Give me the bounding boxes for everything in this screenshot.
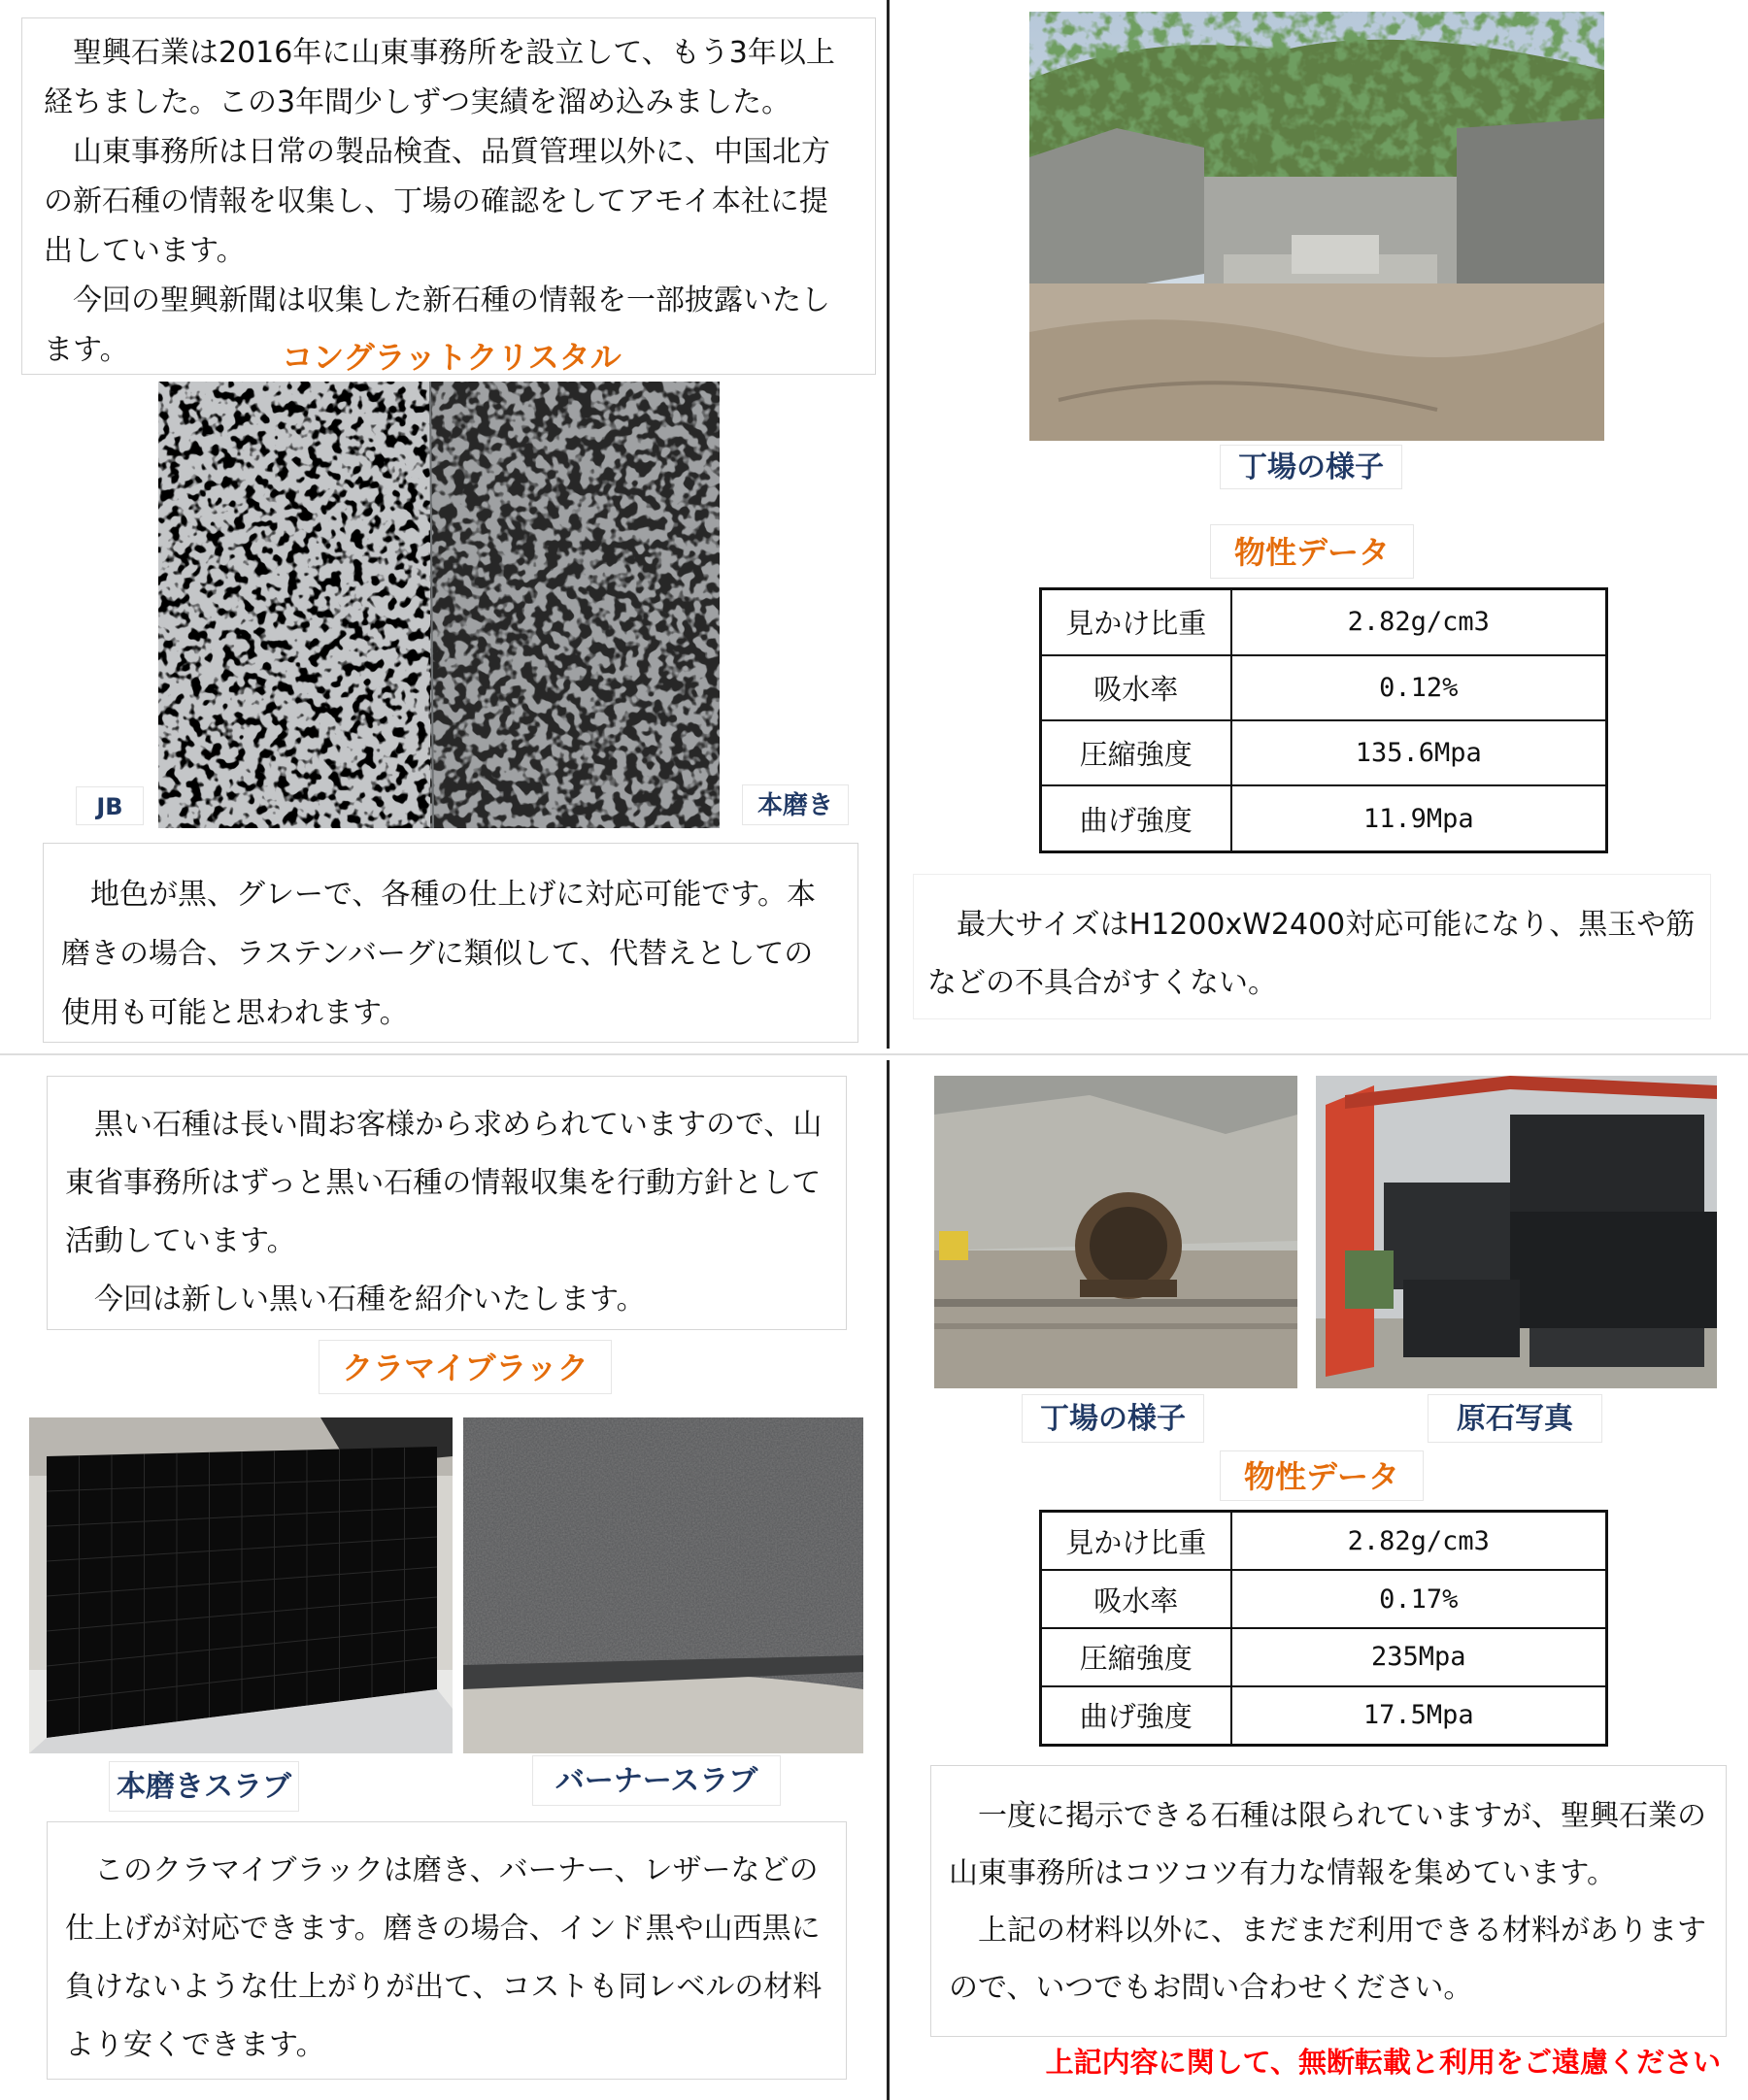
stone1-label-polished: 本磨き: [742, 784, 849, 825]
stone1-granite-photo: [158, 382, 720, 828]
intro-text-box: [21, 17, 876, 375]
stone2-description: このクラマイブラックは磨き、バーナー、レザーなどの仕上げが対応できます。磨きの場合、インド黒や山西黒に負けないような仕上がりが出て、コストも同レベルの材料より安くできます。: [65, 1853, 823, 2062]
stone1-quarry-photo: [1029, 12, 1604, 441]
stone2-intro-paragraph: 黒い石種は長い間お客様から求められていますので、山東省事務所はずっと黒い石種の情報収集を行動方針として活動しています。: [65, 1108, 823, 1258]
stone2-intro-box: [47, 1076, 847, 1330]
table-row: [1041, 1686, 1607, 1746]
stone2-raw-caption: 原石写真: [1428, 1394, 1602, 1443]
stone1-description: 地色が黒、グレーで、各種の仕上げに対応可能です。本磨きの場合、ラステンバーグに類似して、代替えとしての使用も可能と思われます。: [61, 878, 816, 1030]
stone2-burner-slab-photo: [463, 1417, 863, 1753]
prop-value: 11.9Mpa: [1231, 785, 1607, 851]
prop-name: 見かけ比重: [1041, 1512, 1231, 1571]
stone2-description-box: [47, 1821, 847, 2080]
stone2-props-title: 物性データ: [1220, 1450, 1424, 1501]
prop-value: 0.12%: [1231, 655, 1607, 720]
stone1-note-box: [913, 874, 1711, 1019]
prop-value: 135.6Mpa: [1231, 720, 1607, 785]
prop-value: 235Mpa: [1231, 1628, 1607, 1686]
prop-name: 見かけ比重: [1041, 589, 1231, 655]
stone2-quarry-photo: [934, 1076, 1297, 1388]
prop-value: 0.17%: [1231, 1570, 1607, 1628]
prop-value: 2.82g/cm3: [1231, 1512, 1607, 1571]
intro-paragraph: 聖興石業は2016年に山東事務所を設立して、もう3年以上経ちました。この3年間少しずつ実績を溜め込みました。: [44, 36, 835, 119]
stone1-description-box: [43, 843, 858, 1043]
prop-name: 圧縮強度: [1041, 720, 1231, 785]
intro-paragraph: 今回の聖興新聞は収集した新石種の情報を一部披露いたします。: [44, 283, 830, 367]
stone2-title: クラマイブラック: [319, 1340, 612, 1394]
prop-name: 圧縮強度: [1041, 1628, 1231, 1686]
stone2-props-table: [1039, 1510, 1608, 1747]
stone1-quarry-caption: 丁場の様子: [1220, 445, 1402, 489]
prop-name: 吸水率: [1041, 655, 1231, 720]
stone1-label-jb: JB: [76, 786, 144, 825]
table-row: [1041, 589, 1607, 655]
horizontal-divider: [0, 1053, 1748, 1055]
prop-name: 曲げ強度: [1041, 1686, 1231, 1746]
stone1-note: 最大サイズはH1200xW2400対応可能になり、黒玉や筋などの不具合がすくない。: [927, 908, 1696, 1000]
table-row: [1041, 1512, 1607, 1571]
stone2-slab1-caption: 本磨きスラブ: [109, 1761, 299, 1812]
prop-value: 2.82g/cm3: [1231, 589, 1607, 655]
stone2-intro-paragraph: 今回は新しい黒い石種を紹介いたします。: [94, 1283, 646, 1317]
prop-name: 吸水率: [1041, 1570, 1231, 1628]
copyright-warning: 上記内容に関して、無断転載と利用をご遠慮ください: [1045, 2046, 1721, 2079]
table-row: [1041, 720, 1607, 785]
table-row: [1041, 655, 1607, 720]
prop-name: 曲げ強度: [1041, 785, 1231, 851]
vertical-divider-top: [887, 0, 890, 1049]
closing-paragraph: 一度に掲示できる石種は限られていますが、聖興石業の山東事務所はコツコツ有力な情報を集めています。: [949, 1799, 1706, 1890]
table-row: [1041, 1628, 1607, 1686]
prop-value: 17.5Mpa: [1231, 1686, 1607, 1746]
stone2-slab2-caption: バーナースラブ: [532, 1755, 781, 1806]
table-row: [1041, 1570, 1607, 1628]
stone2-quarry-caption: 丁場の様子: [1022, 1394, 1204, 1443]
stone2-polished-slab-photo: [29, 1417, 453, 1753]
stone2-raw-block-photo: [1316, 1076, 1717, 1388]
table-row: [1041, 785, 1607, 851]
stone1-props-table: [1039, 587, 1608, 853]
vertical-divider-bottom: [887, 1060, 890, 2100]
closing-text-box: [930, 1765, 1727, 2037]
closing-paragraph: 上記の材料以外に、まだまだ利用できる材料がありますので、いつでもお問い合わせください。: [949, 1914, 1706, 2005]
stone1-title: コングラットクリスタル: [282, 339, 622, 376]
intro-paragraph: 山東事務所は日常の製品検査、品質管理以外に、中国北方の新石種の情報を収集し、丁場の確認をしてアモイ本社に提出しています。: [44, 135, 830, 268]
stone1-props-title: 物性データ: [1210, 524, 1414, 579]
